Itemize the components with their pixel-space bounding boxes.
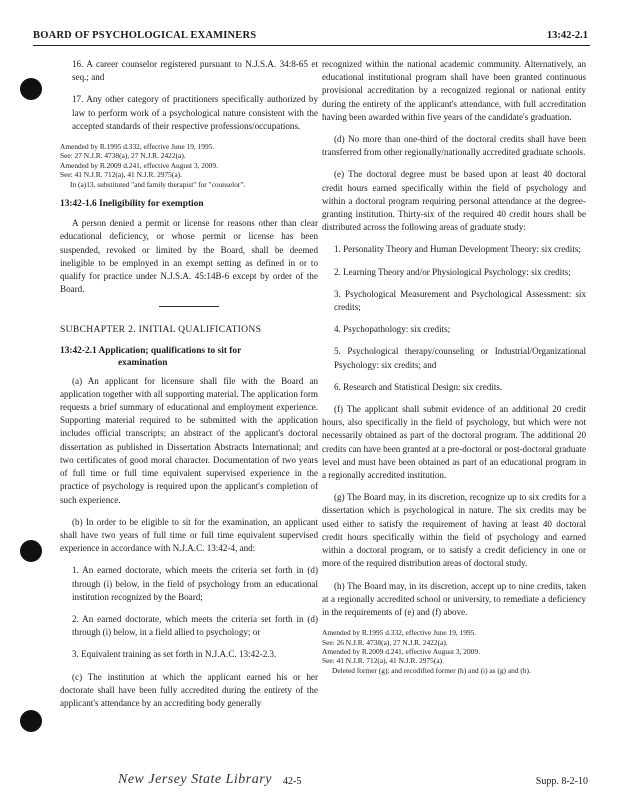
section-divider (159, 306, 219, 307)
running-header-title: BOARD OF PSYCHOLOGICAL EXAMINERS (33, 30, 257, 41)
paragraph-b: (b) In order to be eligible to sit for the examination, an applicant shall have two years of full time or full time equivalent supervised experience in accordance with N.J.A.C. 13:42-4, and: (60, 516, 318, 554)
section-2-1-heading (60, 345, 318, 369)
supplement-date: Supp. 8-2-10 (535, 776, 588, 787)
paragraph-17: 17. Any other category of practitioners specifically authorized by law to perform work of a psychological nature consistent with the accepted standards of their respective professions/occupations. (72, 94, 318, 131)
history-line: In (a)13, substituted "and family therapist" for "counselor". (70, 179, 246, 189)
history-line: Amended by R.1995 d.332, effective June 19, 1995. (60, 142, 215, 152)
paragraph-16: 16. A career counselor registered pursuant to N.J.S.A. 34:8-65 et seq.; and (72, 59, 318, 83)
history-line: Amended by R.2009 d.241, effective August 3, 2009. (60, 160, 218, 170)
paragraph-a: (a) An applicant for licensure shall file with the Board an application together with all supporting material. The application form requests a brief summary of educational and employment experience. Supporting material required to be submitted with the application includes official transcripts; an abstract of the applicant's doctoral dissertation as published in Dissertation Abstracts International; and two certificates of good moral character. Documentation of two years of full time or full time equivalent supervised experience in the practice of psychology is required upon the applicant's completion of such experience. (60, 375, 318, 505)
paragraph-e3: 3. Psychological Measurement and Psychological Assessment: six credits; (334, 288, 586, 313)
history-line: See: 41 N.J.R. 712(a), 41 N.J.R. 2975(a). (322, 656, 444, 666)
subchapter-title: SUBCHAPTER 2. INITIAL QUALIFICATIONS (60, 324, 262, 336)
section-1-6-text: A person denied a permit or license for reasons other than clear educational deficiency, or whose permit or license has been suspended, revoked or limited by the Board, shall be deemed ineligible to be employed in an exempt setting as defined in or to qualify for practice under N.J.S.A. 45:14B-6 except by order of the Board. (60, 218, 318, 295)
history-note-left (60, 142, 318, 189)
left-column (60, 58, 318, 719)
history-line: See: 26 N.J.R. 4738(a), 27 N.J.R. 2422(a). (322, 637, 448, 647)
history-note-right (322, 628, 586, 675)
header-rule (33, 45, 590, 46)
paragraph-e6: 6. Research and Statistical Design: six credits. (334, 381, 503, 392)
paragraph-b3: 3. Equivalent training as set forth in N.J.A.C. 13:42-2.3. (72, 649, 277, 660)
paragraph-e: (e) The doctoral degree must be based upon at least 40 doctoral credit hours earned specifically within the field of psychology and within a doctoral program requiring personal attendance at the degree-granting institution. Thirty-six of the required 40 credit hours shall be distributed across the following areas of graduate study: (322, 169, 586, 233)
paragraph-g: (g) The Board may, in its discretion, recognize up to six credits for a dissertation which is psychological in nature. The six credits may be used either to satisfy the requirement of having at least 40 doctoral credit hours specifically within the field of psychology and earned within a doctoral program, or to satisfy a credit deficiency in one or more of the required distribution areas of doctoral study. (322, 492, 586, 569)
paragraph-e5: 5. Psychological therapy/counseling or Industrial/Organizational Psychology: six credits; and (334, 346, 586, 370)
punch-hole-top (20, 78, 42, 100)
paragraph-b2: 2. An earned doctorate, which meets the criteria set forth in (d) through (i) below, in a field allied to psychology; or (72, 613, 318, 638)
punch-hole-bottom (20, 710, 42, 732)
paragraph-e4: 4. Psychopathology: six credits; (334, 324, 451, 335)
section-2-1-heading-line2: examination (118, 357, 168, 368)
history-line: See: 41 N.J.R. 712(a), 41 N.J.R. 2975(a). (60, 170, 182, 180)
history-line: Amended by R.2009 d.241, effective August 3, 2009. (322, 646, 480, 656)
paragraph-f: (f) The applicant shall submit evidence of an additional 20 credit hours, also specifically in the field of psychology, but which were not necessarily obtained as part of the doctoral program. The additional 20 credits can have been granted at a pre-doctoral or post-doctoral graduate level and must have been obtained as part of an educational program in a regionally accredited institution. (322, 404, 586, 481)
paragraph-d: (d) No more than one-third of the doctoral credits shall have been transferred from other regionally/nationally accredited graduate schools. (322, 134, 586, 158)
section-1-6-heading: 13:42-1.6 Ineligibility for exemption (60, 199, 204, 210)
running-header-code: 13:42-2.1 (546, 30, 588, 41)
right-column (322, 58, 586, 684)
paragraph-c-continued: recognized within the national academic community. Alternatively, an educational institutional program shall have been granted continuous provisional accreditation by a recognized regional or national entity during the entirety of the applicant's attendance, with full accreditation having been awarded within five years of the candidate's graduation. (322, 59, 586, 122)
history-line: See: 27 N.J.R. 4738(a), 27 N.J.R. 2422(a). (60, 151, 186, 161)
paragraph-e1: 1. Personality Theory and Human Development Theory: six credits; (334, 244, 581, 255)
history-line: Amended by R.1995 d.332, effective June 19, 1995. (322, 628, 477, 638)
paragraph-c: (c) The institution at which the applicant earned his or her doctorate shall have been fully accredited during the entirety of the applicant's attendance by an accrediting body generally (60, 671, 318, 708)
punch-hole-middle (20, 540, 42, 562)
library-watermark: New Jersey State Library (118, 772, 272, 787)
paragraph-h: (h) The Board may, in its discretion, accept up to nine credits, taken at a regionally accredited school or university, to remediate a deficiency in the requirements of (e) and (f) above. (322, 580, 586, 617)
page-number: 42-5 (283, 776, 302, 787)
history-line: Deleted former (g); and recodified former (h) and (i) as (g) and (h). (332, 665, 531, 675)
section-2-1-heading-line1: 13:42-2.1 Application; qualifications to sit for (60, 345, 242, 356)
paragraph-e2: 2. Learning Theory and/or Physiological Psychology: six credits; (334, 266, 571, 277)
paragraph-b1: 1. An earned doctorate, which meets the criteria set forth in (d) through (i) below, in the field of psychology from an educational institution recognized by the Board; (72, 565, 318, 602)
